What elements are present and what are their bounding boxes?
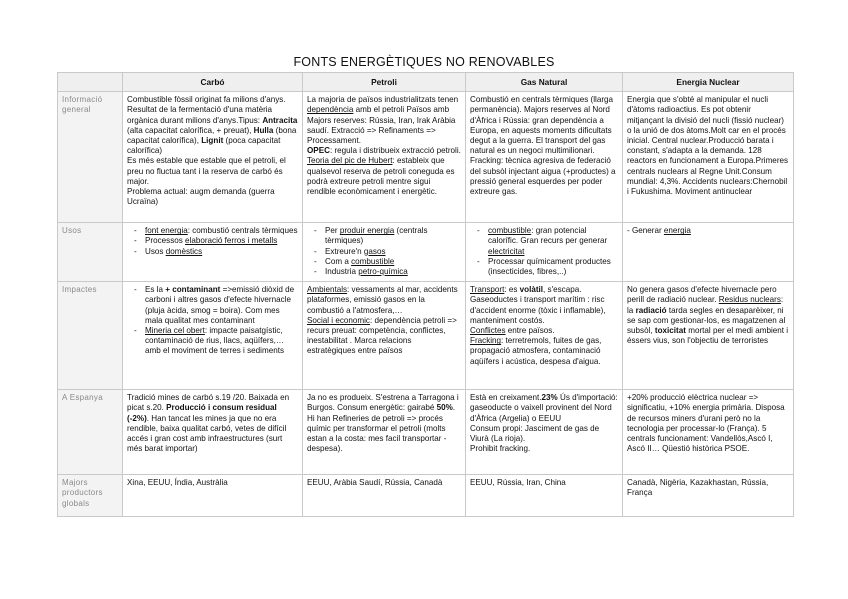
page-title: FONTS ENERGÈTIQUES NO RENOVABLES (293, 55, 555, 69)
list-item: - Industria petro-química (307, 267, 461, 277)
list-item: - Processar químicament productes (insecticides, fibres,..) (470, 257, 618, 277)
row-info (58, 92, 794, 223)
cell-impactes-nuclear: No genera gasos d'efecte hivernacle pero perill de radiació nuclear. Residus nuclears: la radiació tarda segles en desaparèixer, ni se sap com gestionar-los, es magatzenen al subsòl, toxicitat mortal per el medi ambient i éssers vius, son l'objectiu de terroristes (623, 282, 794, 390)
list-item: - combustible: gran potencial calorífic. Gran recurs per generar electricitat (470, 226, 618, 257)
list-item: - Es la + contaminant =>emissió diòxid de carboni i altres gasos d'efecte hivernacle (pluja àcida, smog = boira). Com mes mala qualitat mes contaminant (127, 285, 298, 326)
cell-espanya-petroli: Ja no es produeix. S'estrena a Tarragona i Burgos. Consum energètic: gairabé 50%. Hi han Refineries de petroli => procés químic per transformar el petroli (molts estan a la costa: mes facil transportar - despesa). (303, 390, 466, 475)
row-usos (58, 223, 794, 282)
list-item: - Mineria cel obert: impacte paisatgístic, contaminació de rius, llacs, aqüífers,…amb el moviment de terres i sediments (127, 326, 298, 357)
cell-impactes-gas: Transport: es volàtil, s'escapa. Gaseoductes i transport marítim : risc d'accident enorme (tòxic i inflamable), manteniment costós. Conflictes entre països. Fracking: terretremols, fuites de gas, propagació atmosfera, contaminació aqüífers i acústica, despesa d'aigua. (466, 282, 623, 390)
row-label-productors: Majors productors globals (58, 475, 123, 517)
cell-espanya-nuclear: +20% producció elèctrica nuclear => significatiu, +10% energia primària. Disposa de recursos miners d'urani però no la tecnologia per processar-lo (França). 5 centrals funcionament: Vandellòs,Ascó I, Ascó II… Qüestió històrica PSOE. (623, 390, 794, 475)
cell-productors-carbo: Xina, EEUU, Índia, Austràlia (123, 475, 303, 517)
cell-info-gas: Combustió en centrals tèrmiques (llarga permanència). Majors reserves al Nord d'Àfrica i Rússia: gran dependència a Europa, en aquests moments dificultats degut a la guerra. El transport del gas natural es un negoci multimilionari. Fracking: tècnica agresiva de federació del subsòl injectant aigua (+productes) a pressió general esquerdes per poder extreure gas. (466, 92, 623, 223)
energy-table (57, 72, 794, 517)
header-carbo: Carbó (123, 73, 303, 92)
header-nuclear: Energia Nuclear (623, 73, 794, 92)
cell-usos-gas (466, 223, 623, 282)
cell-impactes-carbo (123, 282, 303, 390)
cell-info-carbo: Combustible fòssil originat fa milions d'anys. Resultat de la fermentació d'una matèria orgànica durant milions d'anys.Tipus: Antracita (alta capacitat calorífica, + preuat), Hulla (bona capacitat calorífica), Lignit (poca capacitat calorífica) Es més estable que estable que el petroli, el preu no fluctua tant i la reserva de carbó és major. Problema actual: augm demanda (guerra Ucraïna) (123, 92, 303, 223)
row-label-impactes: Impactes (58, 282, 123, 390)
cell-productors-nuclear: Canadà, Nigèria, Kazakhastan, Rússia, França (623, 475, 794, 517)
cell-productors-petroli: EEUU, Aràbia Saudí, Rússia, Canadà (303, 475, 466, 517)
cell-usos-petroli (303, 223, 466, 282)
row-label-espanya: A Espanya (58, 390, 123, 475)
corner-cell (58, 73, 123, 92)
cell-espanya-carbo: Tradició mines de carbó s.19 /20. Baixada en picat s.20. Producció i consum residual (-2%). Han tancat les mines ja que no era rendible, baixa qualitat carbó, vetes de difícil accés i gran cost amb infraestructures (surt més barat importar) (123, 390, 303, 475)
list-item: - font energia: combustió centrals tèrmiques (127, 226, 298, 236)
list-item: - Extreure'n gasos (307, 247, 461, 257)
row-impactes (58, 282, 794, 390)
cell-productors-gas: EEUU, Rússia, Iran, China (466, 475, 623, 517)
cell-usos-carbo (123, 223, 303, 282)
row-espanya (58, 390, 794, 475)
row-productors (58, 475, 794, 517)
cell-info-petroli: La majoria de països industrialitzats tenen dependència amb el petroli Països amb Majors reserves: Rússia, Iran, Irak Aràbia saudí. Extracció => Refinaments => Processament. OPEC: regula i distribueix extracció petroli. Teoria del pic de Hubert: estableix que qualsevol reserva de petroli coneguda es podrà extreure petroli mentre sigui rendible econòmicament i energètic. (303, 92, 466, 223)
cell-espanya-gas: Està en creixament.23% Ús d'importació: gaseoducte o vaixell provinent del Nord d'Àfrica (Argelia) o EEUU Consum propi: Jasciment de gas de Viurà (La rioja). Prohibit fracking. (466, 390, 623, 475)
row-label-usos: Usos (58, 223, 123, 282)
cell-info-nuclear: Energia que s'obté al manipular el nucli d'àtoms radioactius. Es pot obtenir mitjançant la divisió del nucli (fissió nuclear) o la unió de dos àtoms.Molt car en el procés inicial. Central nuclear.Producció barata i constant, s'adapta a la demanda. 128 reactors en funcionament a Europa.Primeres centrals nuclears al Regne Unit.Consum mundial: 4,3%. Accidents nuclears:Chernobil i Fukushima. Moviment antinuclear (623, 92, 794, 223)
cell-usos-nuclear: - Generar energia (623, 223, 794, 282)
header-petroli: Petroli (303, 73, 466, 92)
list-item: - Per produir energia (centrals tèrmiques) (307, 226, 461, 246)
header-row (58, 73, 794, 92)
row-label-info: Informació general (58, 92, 123, 223)
cell-impactes-petroli: Ambientals: vessaments al mar, accidents plataformes, emissió gasos en la combustió a l'atmosfera,… Social i economic: dependència petroli => recurs preuat: competència, conflictes, inestabilitat . Marca relacions estratègiques entre països (303, 282, 466, 390)
list-item: - Usos domèstics (127, 247, 298, 257)
header-gas: Gas Natural (466, 73, 623, 92)
list-item: - Processos elaboració ferros i metalls (127, 236, 298, 246)
list-item: - Com a combustible (307, 257, 461, 267)
